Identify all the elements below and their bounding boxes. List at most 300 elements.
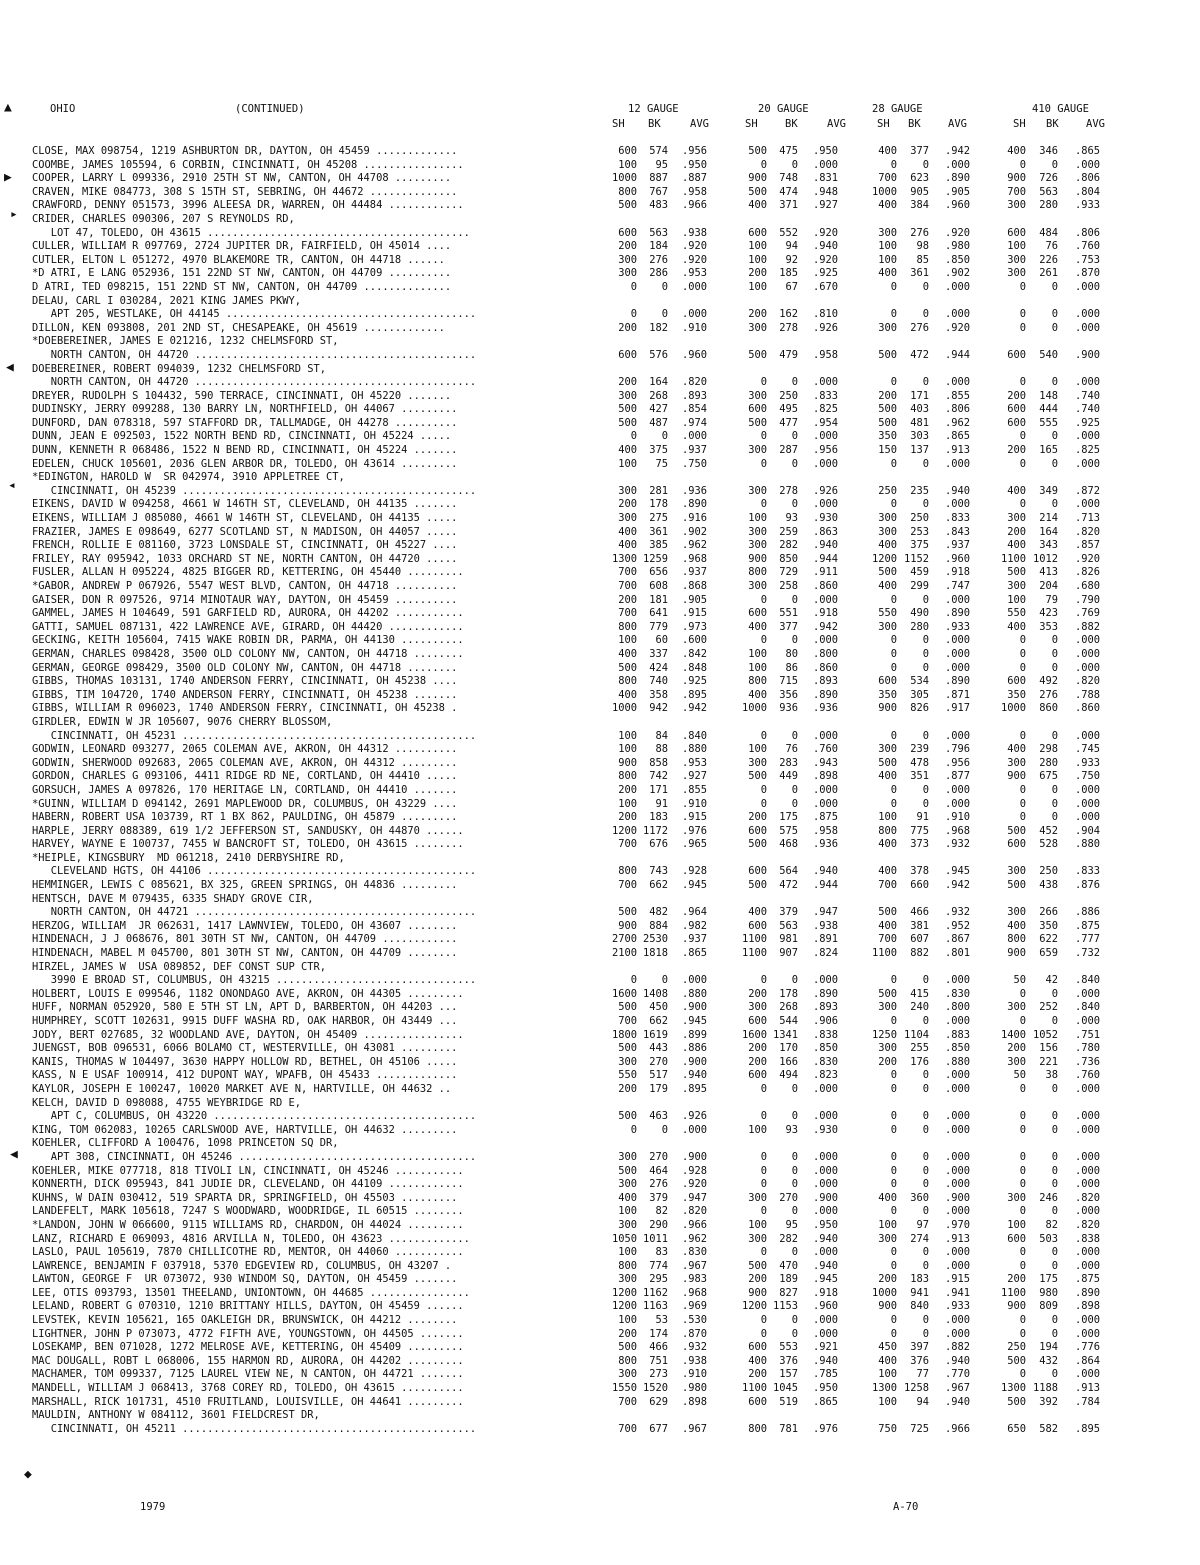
cell-avg: .000 <box>681 280 707 293</box>
cell-bk: 282 <box>779 1232 798 1245</box>
shooter-name-address: LAWRENCE, BENJAMIN F 037918, 5370 EDGEVIEW RD, COLUMBUS, OH 43207 . <box>32 1259 458 1272</box>
cell-bk: 221 <box>1039 1055 1058 1068</box>
cell-bk: 774 <box>649 1259 668 1272</box>
cell-avg: .000 <box>681 1123 707 1136</box>
cell-bk: 298 <box>1039 743 1058 756</box>
cell-sh: 0 <box>760 1205 767 1218</box>
cell-bk: 0 <box>1051 1123 1058 1136</box>
cell-sh: 0 <box>760 1150 767 1163</box>
table-row <box>32 1368 1132 1382</box>
cell-bk: 563 <box>779 919 798 932</box>
cell-bk: 164 <box>649 376 668 389</box>
cell-avg: .000 <box>944 308 970 321</box>
cell-avg: .910 <box>681 321 707 334</box>
cell-sh: 300 <box>618 253 637 266</box>
cell-bk: 0 <box>922 1246 929 1259</box>
cell-bk: 0 <box>661 974 668 987</box>
cell-sh: 400 <box>878 539 897 552</box>
cell-avg: .875 <box>1074 919 1100 932</box>
cell-avg: .860 <box>812 580 838 592</box>
shooter-name-address: CRAWFORD, DENNY 051573, 3996 ALEESA DR, WARREN, OH 44484 ............ <box>32 199 470 212</box>
margin-mark-icon: ▸ <box>10 207 18 222</box>
cell-bk: 751 <box>649 1354 668 1367</box>
cell-bk: 936 <box>779 702 798 715</box>
cell-sh: 0 <box>760 1178 767 1191</box>
cell-bk: 0 <box>791 1082 798 1095</box>
cell-sh: 400 <box>878 1191 897 1204</box>
cell-avg: .943 <box>812 756 838 769</box>
table-row <box>32 988 1132 1002</box>
shooter-name-address: MAULDIN, ANTHONY W 084112, 3601 FIELDCREST DR, <box>32 1409 320 1422</box>
shooter-name-address: KING, TOM 062083, 10265 CARLSWOOD AVE, HARTVILLE, OH 44632 ......... <box>32 1123 464 1136</box>
cell-avg: .000 <box>944 647 970 660</box>
subcolumn-heading: SH <box>612 118 625 130</box>
cell-sh: 400 <box>1007 620 1026 633</box>
cell-avg: .000 <box>944 797 970 810</box>
cell-avg: .740 <box>1074 389 1100 402</box>
cell-avg: .950 <box>812 1382 838 1395</box>
cell-avg: .916 <box>681 512 707 525</box>
shooter-name-address: CINCINNATI, OH 45231 ............................................... <box>32 729 483 742</box>
cell-sh: 300 <box>618 267 637 280</box>
cell-avg: .000 <box>812 634 838 647</box>
table-row <box>32 1300 1132 1314</box>
cell-bk: 361 <box>910 267 929 280</box>
cell-avg: .921 <box>812 1341 838 1354</box>
cell-avg: .000 <box>944 1015 970 1027</box>
cell-avg: .940 <box>812 539 838 552</box>
cell-avg: .736 <box>1074 1055 1100 1068</box>
cell-bk: 490 <box>910 607 929 620</box>
cell-avg: .933 <box>1074 199 1100 212</box>
cell-avg: .876 <box>1074 879 1100 892</box>
cell-sh: 200 <box>618 1082 637 1095</box>
shooter-name-address: CRIDER, CHARLES 090306, 207 S REYNOLDS RD, <box>32 212 295 225</box>
cell-avg: .967 <box>681 1422 707 1435</box>
cell-avg: .785 <box>812 1368 838 1381</box>
shooter-name-address: KONNERTH, DICK 095943, 841 JUDIE DR, CLEVELAND, OH 44109 ............ <box>32 1178 470 1191</box>
cell-avg: .948 <box>812 185 838 198</box>
cell-avg: .930 <box>812 512 838 525</box>
shooter-name-address: KELCH, DAVID D 098088, 4755 WEYBRIDGE RD E, <box>32 1096 301 1109</box>
cell-sh: 50 <box>1013 974 1026 987</box>
cell-bk: 377 <box>910 145 929 157</box>
cell-avg: .958 <box>812 348 838 361</box>
cell-bk: 184 <box>649 240 668 253</box>
cell-bk: 0 <box>1051 308 1058 321</box>
cell-avg: .000 <box>1074 1314 1100 1327</box>
cell-avg: .000 <box>944 729 970 742</box>
cell-avg: .848 <box>681 661 707 674</box>
cell-sh: 100 <box>878 240 897 253</box>
table-row <box>32 852 1132 866</box>
table-row <box>32 430 1132 444</box>
cell-sh: 0 <box>760 634 767 647</box>
shooter-name-address: CUTLER, ELTON L 051272, 4970 BLAKEMORE TR, CANTON, OH 44718 ...... <box>32 253 452 266</box>
state-heading: OHIO <box>50 103 76 115</box>
cell-bk: 91 <box>916 811 929 824</box>
table-row <box>32 363 1132 377</box>
cell-bk: 280 <box>1039 199 1058 212</box>
shooter-name-address: KASS, N E USAF 100914, 412 DUPONT WAY, WPAFB, OH 45433 ............. <box>32 1069 464 1082</box>
cell-bk: 1011 <box>642 1232 668 1245</box>
cell-sh: 1600 <box>741 1028 767 1041</box>
shooter-name-address: KOEHLER, MIKE 077718, 818 TIVOLI LN, CINCINNATI, OH 45246 ........... <box>32 1164 470 1177</box>
cell-bk: 942 <box>649 702 668 715</box>
cell-avg: .906 <box>812 1015 838 1027</box>
cell-sh: 400 <box>618 1191 637 1204</box>
cell-bk: 623 <box>910 172 929 185</box>
cell-bk: 449 <box>779 770 798 783</box>
cell-sh: 100 <box>748 647 767 660</box>
cell-avg: .920 <box>812 226 838 239</box>
cell-sh: 900 <box>1007 947 1026 960</box>
cell-bk: 468 <box>779 838 798 851</box>
cell-sh: 300 <box>618 1178 637 1191</box>
cell-bk: 82 <box>655 1205 668 1218</box>
cell-avg: .870 <box>681 1327 707 1340</box>
cell-sh: 550 <box>1007 607 1026 620</box>
cell-avg: .000 <box>1074 1178 1100 1191</box>
table-row <box>32 458 1132 472</box>
cell-sh: 600 <box>1007 416 1026 429</box>
cell-bk: 528 <box>1039 838 1058 851</box>
cell-bk: 349 <box>1039 484 1058 497</box>
cell-avg: .877 <box>944 770 970 783</box>
cell-avg: .940 <box>944 1395 970 1408</box>
cell-avg: .000 <box>944 1178 970 1191</box>
subcolumn-heading: BK <box>648 118 661 130</box>
shooter-name-address: HERZOG, WILLIAM JR 062631, 1417 LAWNVIEW, TOLEDO, OH 43607 ........ <box>32 919 464 932</box>
cell-sh: 900 <box>748 1286 767 1299</box>
shooter-name-address: HARVEY, WAYNE E 100737, 7455 W BANCROFT ST, TOLEDO, OH 43615 ........ <box>32 838 470 851</box>
cell-bk: 413 <box>1039 566 1058 579</box>
cell-bk: 178 <box>649 498 668 511</box>
shooter-name-address: CRAVEN, MIKE 084773, 308 S 15TH ST, SEBRING, OH 44672 .............. <box>32 185 464 198</box>
cell-avg: .000 <box>681 308 707 321</box>
cell-sh: 600 <box>618 145 637 157</box>
cell-bk: 276 <box>1039 688 1058 701</box>
cell-sh: 100 <box>618 1314 637 1327</box>
cell-bk: 475 <box>779 145 798 157</box>
cell-bk: 385 <box>649 539 668 552</box>
cell-avg: .760 <box>1074 1069 1100 1082</box>
cell-sh: 0 <box>1019 308 1026 321</box>
cell-bk: 252 <box>1039 1001 1058 1014</box>
cell-bk: 715 <box>779 675 798 688</box>
table-row <box>32 594 1132 608</box>
cell-avg: .833 <box>1074 865 1100 878</box>
cell-sh: 0 <box>890 634 897 647</box>
cell-avg: .830 <box>681 1246 707 1259</box>
cell-bk: 0 <box>791 729 798 742</box>
cell-sh: 400 <box>878 865 897 878</box>
cell-sh: 400 <box>878 580 897 592</box>
table-row <box>32 1165 1132 1179</box>
cell-avg: .000 <box>812 1246 838 1259</box>
cell-bk: 0 <box>1051 1015 1058 1027</box>
cell-sh: 0 <box>1019 1110 1026 1123</box>
cell-bk: 299 <box>910 580 929 592</box>
shooter-name-address: LEE, OTIS 093793, 13501 THEELAND, UNIONTOWN, OH 44685 ................ <box>32 1286 470 1299</box>
cell-sh: 300 <box>1007 1191 1026 1204</box>
cell-bk: 858 <box>649 756 668 769</box>
cell-sh: 0 <box>890 647 897 660</box>
cell-avg: .904 <box>1074 824 1100 837</box>
cell-avg: .000 <box>1074 1123 1100 1136</box>
cell-sh: 200 <box>748 1042 767 1055</box>
margin-mark-icon: ◆ <box>24 1467 32 1482</box>
cell-sh: 0 <box>760 783 767 796</box>
cell-sh: 900 <box>1007 1300 1026 1313</box>
cell-avg: .895 <box>1074 1422 1100 1435</box>
cell-sh: 400 <box>748 688 767 701</box>
cell-bk: 270 <box>649 1150 668 1163</box>
cell-bk: 1104 <box>903 1028 929 1041</box>
cell-avg: .000 <box>944 661 970 674</box>
cell-avg: .967 <box>944 1382 970 1395</box>
cell-avg: .823 <box>812 1069 838 1082</box>
shooter-name-address: HABERN, ROBERT USA 103739, RT 1 BX 862, PAULDING, OH 45879 ......... <box>32 811 464 824</box>
cell-bk: 1012 <box>1032 552 1058 565</box>
cell-bk: 255 <box>910 1042 929 1055</box>
cell-sh: 1400 <box>1000 1028 1026 1041</box>
cell-sh: 800 <box>618 675 637 688</box>
cell-bk: 371 <box>779 199 798 212</box>
shooter-name-address: HARPLE, JERRY 088389, 619 1/2 JEFFERSON ST, SANDUSKY, OH 44870 ...... <box>32 824 464 837</box>
cell-bk: 91 <box>655 797 668 810</box>
cell-sh: 500 <box>1007 1395 1026 1408</box>
table-row <box>32 240 1132 254</box>
cell-avg: .000 <box>1074 1015 1100 1027</box>
cell-sh: 600 <box>1007 403 1026 416</box>
cell-bk: 164 <box>1039 525 1058 538</box>
shooter-name-address: HUFF, NORMAN 052920, 580 E 5TH ST LN, APT D, BARBERTON, OH 44203 ... <box>32 1001 464 1014</box>
cell-sh: 200 <box>748 987 767 1000</box>
table-row <box>32 1205 1132 1219</box>
cell-bk: 0 <box>791 1246 798 1259</box>
cell-bk: 503 <box>1039 1232 1058 1245</box>
cell-bk: 481 <box>910 416 929 429</box>
table-row <box>32 335 1132 349</box>
cell-sh: 0 <box>890 974 897 987</box>
cell-bk: 1052 <box>1032 1028 1058 1041</box>
cell-bk: 0 <box>791 634 798 647</box>
cell-sh: 100 <box>748 743 767 756</box>
cell-avg: .976 <box>812 1422 838 1435</box>
table-row <box>32 1260 1132 1274</box>
cell-bk: 459 <box>910 566 929 579</box>
cell-sh: 0 <box>890 1150 897 1163</box>
cell-bk: 185 <box>779 267 798 280</box>
cell-bk: 182 <box>649 321 668 334</box>
cell-avg: .000 <box>812 1082 838 1095</box>
shooter-name-address: APT 205, WESTLAKE, OH 44145 ........................................ <box>32 308 483 321</box>
cell-bk: 0 <box>1051 634 1058 647</box>
cell-bk: 250 <box>779 389 798 402</box>
cell-bk: 767 <box>649 185 668 198</box>
cell-avg: .928 <box>681 865 707 878</box>
shooter-table <box>32 145 1132 1436</box>
cell-avg: .944 <box>944 348 970 361</box>
cell-sh: 300 <box>748 525 767 538</box>
shooter-name-address: GAMMEL, JAMES H 104649, 591 GARFIELD RD, AURORA, OH 44202 ........... <box>32 607 470 620</box>
cell-bk: 0 <box>791 593 798 606</box>
cell-avg: .760 <box>1074 240 1100 253</box>
cell-bk: 290 <box>649 1218 668 1231</box>
cell-bk: 67 <box>785 280 798 293</box>
cell-avg: .871 <box>944 688 970 701</box>
cell-bk: 1188 <box>1032 1382 1058 1395</box>
cell-avg: .950 <box>812 145 838 157</box>
cell-avg: .770 <box>944 1368 970 1381</box>
cell-avg: .000 <box>944 280 970 293</box>
shooter-name-address: *D ATRI, E LANG 052936, 151 22ND ST NW, CANTON, OH 44709 .......... <box>32 267 458 280</box>
shooter-name-address: LIGHTNER, JOHN P 073073, 4772 FIFTH AVE, YOUNGSTOWN, OH 44505 ....... <box>32 1327 470 1340</box>
table-row <box>32 485 1132 499</box>
cell-avg: .000 <box>812 1327 838 1340</box>
table-row <box>32 376 1132 390</box>
shooter-name-address: GIRDLER, EDWIN W JR 105607, 9076 CHERRY BLOSSOM, <box>32 715 333 728</box>
cell-avg: .970 <box>944 1218 970 1231</box>
shooter-name-address: HINDENACH, J J 068676, 801 30TH ST NW, CANTON, OH 44709 ............ <box>32 933 458 946</box>
table-row <box>32 281 1132 295</box>
cell-sh: 400 <box>878 145 897 157</box>
cell-sh: 500 <box>618 403 637 416</box>
cell-bk: 827 <box>779 1286 798 1299</box>
cell-sh: 700 <box>618 1422 637 1435</box>
cell-avg: .820 <box>681 376 707 389</box>
table-row <box>32 580 1132 594</box>
cell-sh: 0 <box>630 974 637 987</box>
cell-avg: .967 <box>681 1259 707 1272</box>
cell-avg: .000 <box>812 593 838 606</box>
shooter-name-address: EIKENS, DAVID W 094258, 4661 W 146TH ST, CLEVELAND, OH 44135 ....... <box>32 498 464 511</box>
cell-avg: .910 <box>944 811 970 824</box>
cell-avg: .000 <box>812 797 838 810</box>
cell-bk: 156 <box>1039 1042 1058 1055</box>
cell-avg: .942 <box>944 879 970 892</box>
cell-avg: .918 <box>944 566 970 579</box>
cell-bk: 94 <box>916 1395 929 1408</box>
shooter-name-address: HINDENACH, MABEL M 045700, 801 30TH ST NW, CANTON, OH 44709 ........ <box>32 947 458 960</box>
cell-bk: 576 <box>649 348 668 361</box>
cell-avg: .000 <box>944 1110 970 1123</box>
cell-sh: 500 <box>618 661 637 674</box>
cell-sh: 200 <box>878 389 897 402</box>
table-row <box>32 1423 1132 1437</box>
cell-avg: .962 <box>944 416 970 429</box>
cell-bk: 0 <box>1051 1368 1058 1381</box>
cell-avg: .960 <box>944 552 970 565</box>
cell-avg: .932 <box>944 838 970 851</box>
cell-bk: 0 <box>922 1205 929 1218</box>
cell-avg: .936 <box>681 484 707 497</box>
cell-bk: 0 <box>1051 1259 1058 1272</box>
cell-bk: 392 <box>1039 1395 1058 1408</box>
cell-bk: 278 <box>779 484 798 497</box>
cell-sh: 800 <box>748 1422 767 1435</box>
cell-bk: 350 <box>1039 919 1058 932</box>
cell-avg: .980 <box>944 240 970 253</box>
cell-avg: .000 <box>812 457 838 470</box>
cell-sh: 400 <box>748 199 767 212</box>
cell-bk: 1045 <box>772 1382 798 1395</box>
cell-avg: .872 <box>1074 484 1100 497</box>
shooter-name-address: NORTH CANTON, OH 44720 ............................................. <box>32 348 483 361</box>
cell-sh: 300 <box>1007 580 1026 592</box>
table-row <box>32 974 1132 988</box>
cell-sh: 500 <box>618 1001 637 1014</box>
cell-avg: .930 <box>812 1123 838 1136</box>
cell-sh: 300 <box>878 525 897 538</box>
cell-bk: 0 <box>1051 1150 1058 1163</box>
table-row <box>32 743 1132 757</box>
cell-bk: 0 <box>922 783 929 796</box>
cell-sh: 0 <box>890 1314 897 1327</box>
cell-avg: .968 <box>681 552 707 565</box>
cell-sh: 300 <box>1007 1055 1026 1068</box>
cell-bk: 1162 <box>642 1286 668 1299</box>
cell-avg: .944 <box>812 879 838 892</box>
table-row <box>32 1409 1132 1423</box>
table-row <box>32 757 1132 771</box>
cell-avg: .840 <box>1074 974 1100 987</box>
cell-sh: 300 <box>748 444 767 457</box>
cell-bk: 86 <box>785 661 798 674</box>
cell-sh: 2100 <box>611 947 637 960</box>
cell-bk: 183 <box>649 811 668 824</box>
cell-avg: .880 <box>944 1055 970 1068</box>
gauge-20-heading: 20 GAUGE <box>758 103 809 115</box>
cell-sh: 200 <box>618 593 637 606</box>
subcolumn-heading: SH <box>745 118 758 130</box>
cell-sh: 400 <box>878 267 897 280</box>
cell-avg: .962 <box>681 539 707 552</box>
cell-sh: 200 <box>748 308 767 321</box>
cell-sh: 100 <box>878 811 897 824</box>
cell-sh: 500 <box>748 416 767 429</box>
cell-avg: .895 <box>681 688 707 701</box>
cell-sh: 0 <box>890 498 897 511</box>
cell-avg: .937 <box>681 933 707 946</box>
cell-sh: 1200 <box>871 552 897 565</box>
table-row <box>32 1029 1132 1043</box>
cell-sh: 500 <box>618 1110 637 1123</box>
cell-avg: .899 <box>681 1028 707 1041</box>
cell-bk: 779 <box>649 620 668 633</box>
cell-sh: 400 <box>748 906 767 919</box>
cell-bk: 0 <box>1051 1164 1058 1177</box>
cell-avg: .713 <box>1074 512 1100 525</box>
cell-sh: 500 <box>878 566 897 579</box>
cell-avg: .890 <box>944 675 970 688</box>
table-row <box>32 662 1132 676</box>
cell-bk: 0 <box>922 457 929 470</box>
cell-sh: 1000 <box>741 702 767 715</box>
cell-bk: 376 <box>910 1354 929 1367</box>
cell-bk: 305 <box>910 688 929 701</box>
shooter-name-address: EIKENS, WILLIAM J 085080, 4661 W 146TH ST, CLEVELAND, OH 44135 ..... <box>32 512 464 525</box>
cell-avg: .000 <box>812 1178 838 1191</box>
cell-avg: .000 <box>1074 430 1100 443</box>
cell-bk: 415 <box>910 987 929 1000</box>
cell-bk: 0 <box>791 797 798 810</box>
table-row <box>32 933 1132 947</box>
cell-avg: .945 <box>681 879 707 892</box>
cell-sh: 0 <box>760 1314 767 1327</box>
cell-bk: 479 <box>779 348 798 361</box>
